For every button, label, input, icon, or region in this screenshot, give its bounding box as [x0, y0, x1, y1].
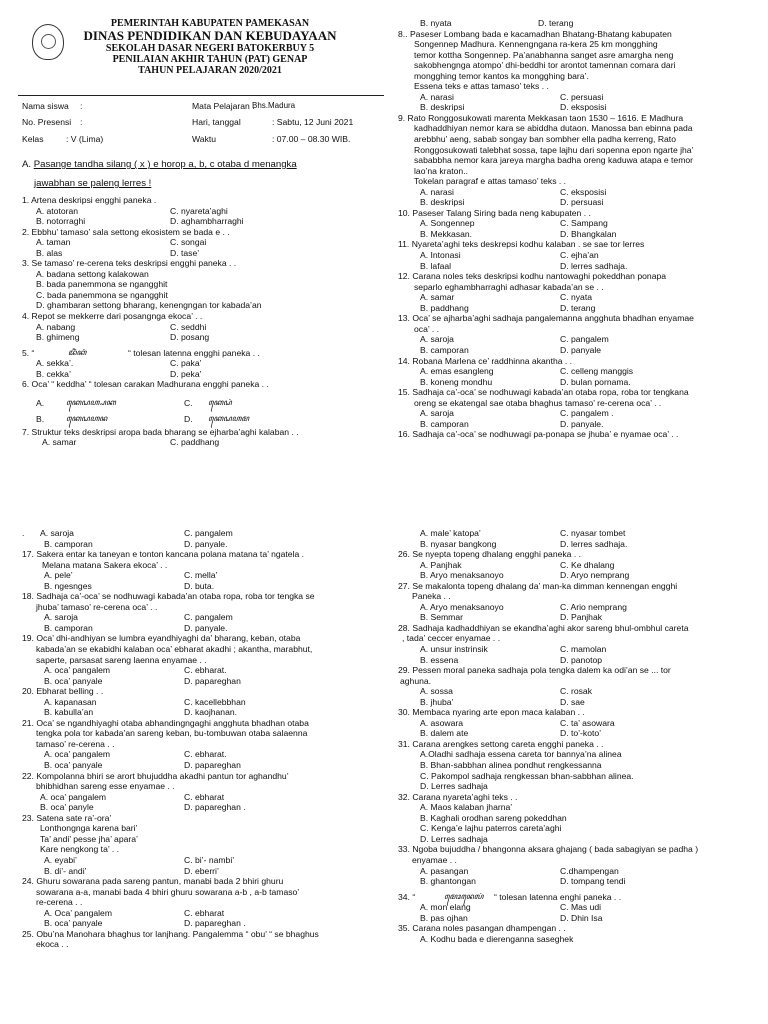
option[interactable]: C. nyareta’aghi — [170, 205, 228, 216]
option[interactable]: D. buta. — [184, 580, 215, 591]
option[interactable]: A. male’ katopa’ — [420, 528, 481, 538]
question-29: 29. Pessen moral paneka sadhaja pola tengka dalem ka odi’an se ... tor — [398, 665, 671, 676]
option[interactable]: D. Lerres sadhaja — [420, 833, 488, 844]
option[interactable]: A. nabang — [36, 321, 76, 332]
option[interactable]: B. deskripsi — [420, 197, 465, 208]
header-line1: PEMERINTAH KABUPATEN PAMEKASAN — [110, 18, 310, 29]
option[interactable]: A. atotoran — [36, 205, 79, 216]
question-28: 28. Sadhaja kadhaddhiyan se ekandha’aghi akor sareng bhul-ombhul careta — [398, 622, 689, 633]
option[interactable]: B. oca’ panyle — [40, 802, 94, 813]
waktu-label: Waktu — [192, 134, 217, 144]
option[interactable]: B. camporan — [420, 418, 469, 429]
question-3: 3. Se tamaso’ re-cerena teks deskripsi engghi paneka . . — [22, 258, 237, 269]
question-11: 11. Nyareta’aghi teks deskrepsi kodhu kalaban . se sae tor lerres — [398, 239, 645, 250]
option[interactable]: D. papareghan . — [184, 918, 246, 929]
option[interactable]: B. cekka’ — [36, 368, 71, 379]
question-26: 26. Se nyepta topeng dhalang engghi paneka . . — [398, 549, 582, 560]
option[interactable]: B. — [36, 413, 45, 424]
option[interactable]: C. Mas udi — [560, 902, 602, 913]
option[interactable]: A. Aryo menaksanoyo — [420, 601, 504, 612]
question-15: 15. Sadhaja ca’-oca’ se nodhuwagi kabada’an otaba ropa, roba tor tengkana — [398, 387, 689, 398]
option[interactable]: A. saroja — [420, 334, 454, 345]
option[interactable]: B. oca’ panyale — [44, 675, 103, 686]
option[interactable]: B. pas ojhan — [420, 912, 468, 923]
option[interactable]: A. oca’ pangalem — [44, 749, 111, 760]
option[interactable]: C. pangalem — [184, 528, 233, 538]
option[interactable]: D. lerres sadhaja. — [560, 538, 628, 549]
option[interactable]: C. bi’- nambi’ — [184, 854, 235, 865]
option[interactable]: D. — [184, 413, 193, 424]
option[interactable]: A. saroja — [40, 528, 74, 538]
option[interactable]: A. eyabi’ — [44, 854, 77, 865]
option[interactable]: D. panyale. — [184, 538, 228, 549]
header-line5: TAHUN PELAJARAN 2020/2021 — [138, 65, 282, 76]
question-6: 6. Oca’ “ keddha’ “ tolesan carakan Madhurana engghi paneka . . — [22, 379, 269, 390]
option[interactable]: A. pele’ — [44, 570, 73, 581]
javanese-script-glyph: ꦏꦺꦝꦁ — [208, 397, 232, 407]
option[interactable]: A. sossa — [420, 686, 453, 697]
option[interactable]: A. Maos kalaban jharna’ — [420, 802, 513, 813]
question-16: 16. Sadhaja ca’-oca’ se nodhuwagi pa-ponapa se jhuba’ e nyamae oca’ . . — [398, 429, 679, 440]
option[interactable]: D. sae — [560, 696, 585, 707]
option[interactable]: D. aghambharraghi — [170, 216, 244, 227]
questions-col4: A. male’ katopa’ C. nyasar tombet B. nyasar bangkong D. lerres sadhaja. 26. Se nyepta topeng dhalang engghi paneka . . A. Panjhak C. Ke dhalang B. Aryo menaksanoyo D. Aryo nemprang 27. Se makalonta topeng dhalang da’ man-ka dimman kennengan engghi Paneka . . A. Aryo menaksanoyo C. Ario nemprang B. Semmar D. Panjhak 28. Sadhaja kadhaddhiyan se ekandha’aghi akor sareng bhul-ombhul careta , tada’ ceccer enyamae . . A. unsur instrinsik C. mamolan B. essena D. panotop 29. Pessen moral paneka sadhaja pola tengka dalem ka odi’an se ... tor aghuna. A. sossa C. rosak B. jhuba’ D. sae 30. Membaca nyaring arte epon maca kalaban . . A. asowara C. ta’ asowara B. dalem ate D. to’-koto’ 31. Carana arengkes settong careta engghi paneka . . A.Oladhi sadhaja essena careta tor bannya’na alinea B. Bhan-sabbhan alinea pondhut rengkessanna C. Pakompol sadhaja rengkessan bhan-sabbhan alinea. D. Lerres sadhaja 32. Carana nyareta’aghi teks . . A. Maos kalaban jharna’ B. Kaghali orodhan sareng pokeddhan C. Kenga’e lajhu paterros careta’aghi D. Lerres sadhaja 33. Ngoba bujuddha / bhangonna aksara ghajang ( bada sabagiyan se padha ) enyamae . . A. pasangan C.dhampengan B. ghantongan D. tompang tendi 34. “ ꦩꦺꦴꦤꦺꦭꦁ “ tolesan latenna enghi paneka . . A. mon elang C. Mas udi B. pas ojhan D. Dhin Isa 35. Carana noles pasangan dhampengan . . A. Kodhu bada e dierenganna saseghek — [398, 528, 760, 944]
option[interactable]: C. — [184, 397, 193, 408]
option[interactable]: D. tase’ — [170, 247, 200, 258]
option[interactable]: B. Kaghali orodhan sareng pokeddhan — [420, 812, 567, 823]
option[interactable]: B. dalem ate — [420, 728, 469, 739]
option[interactable]: C. mamolan — [560, 644, 607, 655]
option[interactable]: D. Panjhak — [560, 612, 603, 623]
option[interactable]: B. oca’ panyale — [44, 918, 103, 929]
option[interactable]: D. eksposisi — [560, 102, 607, 113]
option[interactable]: C. ebharat — [184, 907, 225, 918]
option[interactable]: B. di’- andi’ — [44, 865, 87, 876]
question-22: 22. Kompolanna bhiri se arort bhujuddha akadhi pantun tor aghandhu’ — [22, 770, 289, 781]
option[interactable]: C. ejha’an — [560, 250, 599, 261]
presensi-value[interactable]: : — [80, 117, 83, 127]
option[interactable]: A. oca’ pangalem — [40, 791, 107, 802]
option[interactable]: D. Bhangkalan — [560, 228, 617, 239]
option[interactable]: A. pasangan — [420, 865, 469, 876]
question-33: 33. Ngoba bujuddha / bhangonna aksara ghajang ( bada sabagiyan se padha ) — [398, 844, 699, 855]
option[interactable]: C. paddhang — [170, 437, 220, 448]
option[interactable]: D. Lerres sadhaja — [420, 781, 488, 792]
option[interactable]: C. Kenga’e lajhu paterros careta’aghi — [420, 823, 562, 834]
option[interactable]: C. songai — [170, 237, 207, 248]
option[interactable]: C. Sampang — [560, 218, 608, 229]
option[interactable]: A. narasi — [420, 186, 454, 197]
hari-value: : Sabtu, 12 Juni 2021 — [272, 117, 354, 127]
option[interactable]: B. Mekkasan. — [420, 228, 473, 239]
option[interactable]: D. ghambaran settong bharang, kenengngan tor kabada’an — [36, 300, 262, 311]
option[interactable]: A. narasi — [420, 91, 454, 102]
option[interactable]: B. alas — [36, 247, 63, 258]
option[interactable]: B. bada panemmona se ngangghit — [36, 279, 168, 290]
option[interactable]: D. persuasi — [560, 197, 604, 208]
header-line4: PENILAIAN AKHIR TAHUN (PAT) GENAP — [112, 54, 308, 65]
option[interactable]: A.Oladhi sadhaja essena careta tor bannya’na alinea — [420, 749, 622, 760]
option[interactable]: D. tompang tendi — [560, 876, 626, 887]
option[interactable]: A. unsur instrinsik — [420, 644, 488, 655]
option[interactable]: A. taman — [36, 237, 71, 248]
option[interactable]: C. pangalem . — [560, 408, 614, 419]
question-35: 35. Carana noles pasangan dhampengan . . — [398, 923, 566, 934]
question-23: 23. Satena sate ra’-ora’ — [22, 812, 112, 823]
question-24: 24. Ghuru sowarana pada sareng pantun, manabi bada 2 bhiri ghuru — [22, 876, 284, 887]
question-14: 14. Robana Marlena ce’ raddhinna akantha . . — [398, 355, 573, 366]
option[interactable]: B. Bhan-sabbhan alinea pondhut rengkessanna — [420, 760, 602, 771]
option[interactable]: B. Semmar — [420, 612, 463, 623]
mapel-label: Mata Pelajaran : — [192, 101, 255, 111]
presensi-label: No. Presensi — [22, 117, 72, 127]
waktu-value: : 07.00 – 08.30 WIB. — [272, 134, 351, 144]
question-27: 27. Se makalonta topeng dhalang da’ man-ka dimman kennengan engghi — [398, 580, 678, 591]
option[interactable]: D. peka’ — [170, 368, 202, 379]
question-12: 12. Carana noles teks deskripsi kodhu nantowaghi pokeddhan ponapa — [398, 271, 667, 282]
option[interactable]: C. ta’ asowara — [560, 717, 615, 728]
question-25: 25. Obu’na Manohara bhaghus tor lanjhang. Pangalemma “ obu’ “ se bhaghus — [22, 928, 319, 939]
question-4: 4. Repot se mekkerre dari posangnga ekoca’ . . — [22, 311, 203, 322]
option[interactable]: D. terang — [560, 302, 596, 313]
option[interactable]: D. Dhin Isa — [560, 912, 603, 923]
question-20: 20. Ebharat belling . . — [22, 686, 104, 697]
option[interactable]: D. bulan pornama. — [560, 376, 631, 387]
question-34: 34. “ ꦩꦺꦴꦤꦺꦭꦁ “ tolesan latenna enghi paneka . . — [398, 891, 622, 902]
option[interactable]: C.dhampengan — [560, 865, 619, 876]
kelas-value: : V (Lima) — [66, 134, 104, 144]
option[interactable]: A. oca’ pangalem — [44, 665, 111, 676]
option[interactable]: D. lerres sadhaja. — [560, 260, 628, 271]
option[interactable]: B. nyata — [420, 18, 452, 28]
option[interactable]: D. panyale. — [184, 622, 228, 633]
javanese-script-glyph: ꦩꦺꦴꦤꦺꦭꦁ — [444, 891, 484, 901]
option[interactable]: B. Aryo menaksanoyo — [420, 570, 504, 581]
option[interactable]: D. eberri’ — [184, 865, 219, 876]
javanese-script-glyph: ꦏꦺꦝꦲ꧀ꦥꦏ — [66, 397, 116, 407]
question-18: 18. Sadhaja ca’-oca’ se nodhuwagi kabada’an otaba ropa, roba tor tengka se — [22, 591, 315, 602]
question-17: 17. Sakera entar ka taneyan e tonton kancana polana matana ta’ ngatela . — [22, 549, 305, 560]
option[interactable]: B. camporan — [44, 622, 93, 633]
option[interactable]: B. ghimeng — [36, 332, 80, 343]
javanese-script-glyph: ꦏꦺꦝꦲꦩ — [208, 413, 250, 423]
question-32: 32. Carana nyareta’aghi teks . . — [398, 791, 518, 802]
option[interactable]: D. panotop — [560, 654, 603, 665]
option[interactable]: A. sekka’. — [36, 358, 74, 369]
option[interactable]: B. camporan — [44, 538, 93, 549]
hari-label: Hari, tanggal — [192, 117, 241, 127]
option[interactable]: D. terang — [538, 18, 574, 28]
option[interactable]: A. badana settong kalakowan — [36, 268, 149, 279]
option[interactable]: B. lafaal — [420, 260, 452, 271]
questions-col2: B. nyata D. terang 8.. Paseser Lombang bada e kacamadhan Bhatang-Bhatang kabupaten Songennep Madhura. Kennengngana ra-kera 25 km mongghing temor kottha Songennep. Pa’anabhanna sanget asre amargha neng sakobhengnga atompo’ dhi-beddhi tor arontot tamennan comara dari mongghing temor kantos ka mongghing bara’. Essena teks e attas tamaso’ teks . . A. narasi C. persuasi B. deskripsi D. eksposisi 9. Rato Ronggosukowati marenta Mekkasan taon 1530 – 1616. E Madhura kadhaddhiyan nemor kara se abiddha dutaon. Manossa ban ebinna pada arebbhu’ aeng, sabab songay ban sombher ella padha kerreng, Rato Ronggosukowati talebhat sossa, tape lajhu dari sopenna epon ngarte jha’ sababbha nemor kara jareya margha badha oreng kaduwa atapa e temor lao’na kraton.. Tokelan paragraf e attas tamaso’ teks . . A. narasi C. eksposisi B. deskripsi D. persuasi 10. Paseser Talang Siring bada neng kabupaten . . A. Songennep C. Sampang B. Mekkasan. D. Bhangkalan 11. Nyareta’aghi teks deskrepsi kodhu kalaban . se sae tor lerres A. Intonasi C. ejha’an B. lafaal D. lerres sadhaja. 12. Carana noles teks deskripsi kodhu nantowaghi pokeddhan ponapa separlo eghambharraghi adhasar kabada’an se . . A. samar C. nyata B. paddhang D. terang 13. Oca’ se ajharba’aghi sadhaja pangalemanna angghuta bhadhan enyamae oca’ . . A. saroja C. pangalem B. camporan D. panyale 14. Robana Marlena ce’ raddhinna akantha . . A. emas esangleng C. celleng manggis B. koneng mondhu D. bulan pornama. 15. Sadhaja ca’-oca’ se nodhuwagi kabada’an otaba ropa, roba tor tengkana oreng se ekatengal sae otaba bhaghus tamaso’ re-cerena oca’ . . A. saroja C. pangalem . B. camporan D. panyale. 16. Sadhaja ca’-oca’ se nodhuwagi pa-ponapa se jhuba’ e nyamae oca’ . . — [398, 18, 760, 440]
option[interactable]: A. mon elang — [420, 902, 471, 913]
option[interactable]: C. ebharat. — [184, 665, 227, 676]
option[interactable]: C. nyasar tombet — [560, 528, 626, 538]
instruction-line1: Pasange tandha silang ( x ) e horop a, b, c otaba d menangka — [33, 159, 297, 170]
option[interactable]: B. ghantongan — [420, 876, 476, 887]
option[interactable]: D. to’-koto’ — [560, 728, 602, 739]
option[interactable]: A. Intonasi — [420, 250, 461, 261]
option[interactable]: D. panyale — [560, 344, 602, 355]
option[interactable]: B. kabulla’an — [44, 707, 94, 718]
nama-label: Nama siswa — [22, 101, 69, 111]
option[interactable]: A. Panjhak — [420, 559, 462, 570]
option[interactable]: C. rosak — [560, 686, 592, 697]
nama-value[interactable]: : — [80, 101, 83, 111]
question-2: 2. Ebbhu’ tamaso’ sala settong ekosistem se bada e . . — [22, 226, 230, 237]
option[interactable]: D. papareghan . — [184, 802, 246, 813]
question-21: 21. Oca’ se ngandhiyaghi otaba abhandingngaghi angghuta bhadhan otaba — [22, 717, 309, 728]
option[interactable]: B. koneng mondhu — [420, 376, 493, 387]
option[interactable]: C. Pakompol sadhaja rengkessan bhan-sabbhan alinea. — [420, 770, 634, 781]
option[interactable]: A. emas esangleng — [420, 366, 494, 377]
option[interactable]: C. Ke dhalang — [560, 559, 615, 570]
letterhead — [30, 18, 390, 76]
question-19: 19. Oca’ dhi-andhiyan se lumbra eyandhiyaghi da’ bharang, keban, otaba — [22, 633, 301, 644]
option[interactable]: D. papareghan — [184, 760, 241, 771]
question-10: 10. Paseser Talang Siring bada neng kabupaten . . — [398, 207, 591, 218]
option[interactable]: A. samar — [420, 292, 455, 303]
option[interactable]: C. Ario nemprang — [560, 601, 627, 612]
question-13: 13. Oca’ se ajharba’aghi sadhaja pangalemanna angghuta bhadhan enyamae — [398, 313, 694, 324]
header-divider — [18, 95, 384, 96]
question-7: 7. Struktur teks deskripsi aropa bada bharang se ejharba’aghi kalaban . . — [22, 426, 299, 437]
option[interactable]: D. kaojhanan. — [184, 707, 238, 718]
option[interactable]: A. asowara — [420, 717, 463, 728]
option[interactable]: C. ebharat — [184, 791, 225, 802]
option[interactable]: A. kapanasan — [44, 696, 97, 707]
option[interactable]: A. saroja — [44, 612, 78, 623]
option[interactable]: D. Aryo nemprang — [560, 570, 630, 581]
option[interactable]: B. ngesnges — [44, 580, 92, 591]
question-1: 1. Artena deskripsi engghi paneka . — [22, 195, 157, 205]
option[interactable]: B. essena — [420, 654, 459, 665]
option[interactable]: C. nyata — [560, 292, 593, 303]
option[interactable]: A. Songennep — [420, 218, 475, 229]
option[interactable]: D. panyale. — [560, 418, 604, 429]
option[interactable]: A. Kodhu bada e dierenganna saseghek — [420, 933, 574, 944]
question-31: 31. Carana arengkes settong careta engghi paneka . . — [398, 738, 604, 749]
option[interactable]: A. — [36, 397, 45, 408]
option[interactable]: D. posang — [170, 332, 210, 343]
javanese-script-glyph: ꦢꦶꦁꦏꦁ — [68, 347, 87, 357]
instruction: A. Pasange tandha silang ( x ) e horop a, b, c otaba d menangka — [22, 159, 297, 170]
mapel-value: Bhs.Madura — [252, 101, 296, 110]
option[interactable]: C. eksposisi — [560, 186, 607, 197]
option[interactable]: B. deskripsi — [420, 102, 465, 113]
kelas-label: Kelas — [22, 134, 44, 144]
option[interactable]: C. ebharat. — [184, 749, 227, 760]
question-5: 5. “ ꦢꦶꦁꦏꦁ “ tolesan latenna engghi paneka . . — [22, 347, 260, 358]
option[interactable]: B. notorraghi — [36, 216, 86, 227]
option[interactable]: C. seddhi — [170, 321, 207, 332]
option[interactable]: C. paka’ — [170, 358, 202, 369]
question-9: 9. Rato Ronggosukowati marenta Mekkasan taon 1530 – 1616. E Madhura — [398, 112, 684, 123]
option[interactable]: A. samar — [42, 437, 77, 448]
option[interactable]: A. saroja — [420, 408, 454, 419]
option[interactable]: B. paddhang — [420, 302, 469, 313]
option[interactable]: D. papareghan — [184, 675, 241, 686]
option[interactable]: C. persuasi — [560, 91, 604, 102]
header-line3: SEKOLAH DASAR NEGERI BATOKERBUY 5 — [105, 43, 315, 54]
option[interactable]: A. Oca’ pangalem — [44, 907, 112, 918]
option[interactable]: C. celleng manggis — [560, 366, 634, 377]
option[interactable]: B. oca’ panyale — [44, 760, 103, 771]
instruction-line2: jawabhan se paleng lerres ! — [34, 178, 152, 189]
questions-col1 — [22, 195, 392, 448]
option[interactable]: C. pangalem — [560, 334, 609, 345]
question-8: 8.. Paseser Lombang bada e kacamadhan Bhatang-Bhatang kabupaten — [398, 28, 672, 39]
option[interactable]: C. kacellebbhan — [184, 696, 246, 707]
option[interactable]: B. camporan — [420, 344, 469, 355]
option[interactable]: C. mella’ — [184, 570, 218, 581]
option[interactable]: C. bada panemmona se ngangghit — [36, 289, 168, 300]
option[interactable]: B. jhuba’ — [420, 696, 454, 707]
option[interactable]: C. pangalem — [184, 612, 233, 623]
question-30: 30. Membaca nyaring arte epon maca kalaban . . — [398, 707, 585, 718]
header-line2: DINAS PENDIDIKAN DAN KEBUDAYAAN — [83, 28, 337, 43]
javanese-script-glyph: ꦏꦺꦝꦲꦤ — [66, 413, 108, 423]
option[interactable]: B. nyasar bangkong — [420, 538, 497, 549]
questions-col3: . A. saroja C. pangalem B. camporan D. panyale. 17. Sakera entar ka taneyan e tonton kancana polana matana ta’ ngatela . Melana matana Sakera ekoca’ . . A. pele’ C. mella’ B. ngesnges D. buta. 18. Sadhaja ca’-oca’ se nodhuwagi kabada’an otaba ropa, roba tor tengka se jhuba’ tamaso’ re-cerena oca’ . . A. saroja C. pangalem B. camporan D. panyale. 19. Oca’ dhi-andhiyan se lumbra eyandhiyaghi da’ bharang, keban, otaba kabada’an se ekabidhi kalaban oca’ ebharat akadhi ; akantha, marabhut, saperte, parsasat sareng laenna enyamae . . A. oca’ pangalem C. ebharat. B. oca’ panyale D. papareghan 20. Ebharat belling . . A. kapanasan C. kacellebbhan B. kabulla’an D. kaojhanan. 21. Oca’ se ngandhiyaghi otaba abhandingngaghi angghuta bhadhan otaba tengka pola tor kabada’an sareng keban, bu-tombuwan otaba salaenna tamaso’ re-cerena . . A. oca’ pangalem C. ebharat. B. oca’ panyale D. papareghan 22. Kompolanna bhiri se arort bhujuddha akadhi pantun tor aghandhu’ bhibhidhan sareng esse enyamae . . A. oca’ pangalem C. ebharat B. oca’ panyle D. papareghan . 23. Satena sate ra’-ora’ Lonthongnga karena bari’ Ta’ andi’ pesse jha’ apara’ Kare nengkong ta’ . . A. eyabi’ C. bi’- nambi’ B. di’- andi’ D. eberri’ 24. Ghuru sowarana pada sareng pantun, manabi bada 2 bhiri ghuru sowarana a-a, manabi bada 4 bhiri ghuru sowarana a-b , a-b tamaso’ re-cerena . . A. Oca’ pangalem C. ebharat B. oca’ panyale D. papareghan . 25. Obu’na Manohara bhaghus tor lanjhang. Pangalemma “ obu’ “ se bhaghus ekoca . . — [22, 528, 392, 950]
